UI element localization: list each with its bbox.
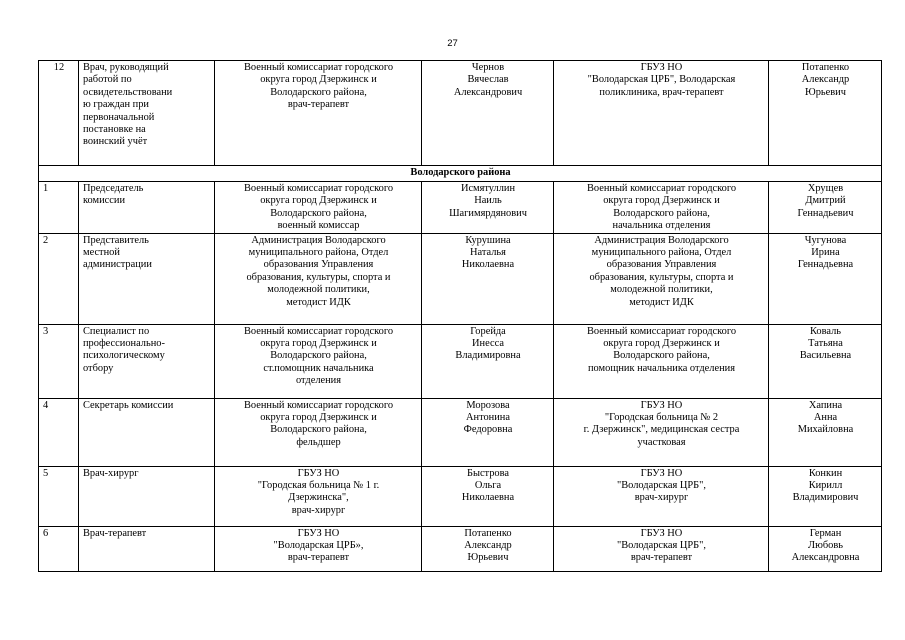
position-cell: Секретарь комиссии — [79, 398, 215, 466]
position-cell: Врач-терапевт — [79, 526, 215, 571]
member-organization-cell: ГБУЗ НО "Володарская ЦРБ», врач-терапевт — [215, 526, 422, 571]
member-name-cell: Чернов Вячеслав Александрович — [422, 61, 554, 166]
table-row — [39, 526, 882, 571]
row-number-cell: 12 — [39, 61, 79, 166]
table-row — [39, 233, 882, 324]
commission-table — [38, 60, 882, 572]
member-organization-cell: Военный комиссариат городского округа город Дзержинск и Володарского района, военный комиссар — [215, 182, 422, 234]
table-row — [39, 182, 882, 234]
position-cell: Представитель местной администрации — [79, 233, 215, 324]
row-number-cell: 6 — [39, 526, 79, 571]
reserve-name-cell: Хрущев Дмитрий Геннадьевич — [769, 182, 882, 234]
member-name-cell: Горейда Инесса Владимировна — [422, 324, 554, 398]
member-name-cell: Морозова Антонина Федоровна — [422, 398, 554, 466]
table-row — [39, 61, 882, 166]
reserve-organization-cell: ГБУЗ НО "Володарская ЦРБ", Володарская поликлиника, врач-терапевт — [554, 61, 769, 166]
reserve-name-cell: Потапенко Александр Юрьевич — [769, 61, 882, 166]
row-number-cell: 5 — [39, 466, 79, 526]
table-row — [39, 466, 882, 526]
position-cell: Врач, руководящий работой по освидетельствовани ю граждан при первоначальной постановке на воинский учёт — [79, 61, 215, 166]
reserve-organization-cell: ГБУЗ НО "Володарская ЦРБ", врач-терапевт — [554, 526, 769, 571]
position-cell: Врач-хирург — [79, 466, 215, 526]
reserve-organization-cell: ГБУЗ НО "Володарская ЦРБ", врач-хирург — [554, 466, 769, 526]
member-organization-cell: Военный комиссариат городского округа город Дзержинск и Володарского района, врач-терапевт — [215, 61, 422, 166]
reserve-name-cell: Герман Любовь Александровна — [769, 526, 882, 571]
row-number-cell: 4 — [39, 398, 79, 466]
member-organization-cell: Военный комиссариат городского округа город Дзержинск и Володарского района, фельдшер — [215, 398, 422, 466]
member-name-cell: Быстрова Ольга Николаевна — [422, 466, 554, 526]
reserve-organization-cell: Военный комиссариат городского округа город Дзержинск и Володарского района, начальника отделения — [554, 182, 769, 234]
page-number: 27 — [447, 38, 458, 49]
reserve-name-cell: Чугунова Ирина Геннадьевна — [769, 233, 882, 324]
row-number-cell: 3 — [39, 324, 79, 398]
section-title: Володарского района — [39, 166, 882, 182]
reserve-name-cell: Хапина Анна Михайловна — [769, 398, 882, 466]
table-row — [39, 324, 882, 398]
section-row — [39, 166, 882, 182]
member-organization-cell: Военный комиссариат городского округа город Дзержинск и Володарского района, ст.помощник начальника отделения — [215, 324, 422, 398]
member-organization-cell: ГБУЗ НО "Городская больница № 1 г. Дзержинска", врач-хирург — [215, 466, 422, 526]
row-number-cell: 1 — [39, 182, 79, 234]
reserve-organization-cell: Администрация Володарского муниципального района, Отдел образования Управления образования, культуры, спорта и молодежной политики, методист ИДК — [554, 233, 769, 324]
reserve-organization-cell: Военный комиссариат городского округа город Дзержинск и Володарского района, помощник начальника отделения — [554, 324, 769, 398]
reserve-name-cell: Конкин Кирилл Владимирович — [769, 466, 882, 526]
table-row — [39, 398, 882, 466]
reserve-name-cell: Коваль Татьяна Васильевна — [769, 324, 882, 398]
member-name-cell: Курушина Наталья Николаевна — [422, 233, 554, 324]
row-number-cell: 2 — [39, 233, 79, 324]
member-name-cell: Исмятуллин Наиль Шагимярдянович — [422, 182, 554, 234]
member-name-cell: Потапенко Александр Юрьевич — [422, 526, 554, 571]
member-organization-cell: Администрация Володарского муниципального района, Отдел образования Управления образования, культуры, спорта и молодежной политики, методист ИДК — [215, 233, 422, 324]
position-cell: Специалист по профессионально- психологическому отбору — [79, 324, 215, 398]
reserve-organization-cell: ГБУЗ НО "Городская больница № 2 г. Дзержинск", медицинская сестра участковая — [554, 398, 769, 466]
position-cell: Председатель комиссии — [79, 182, 215, 234]
